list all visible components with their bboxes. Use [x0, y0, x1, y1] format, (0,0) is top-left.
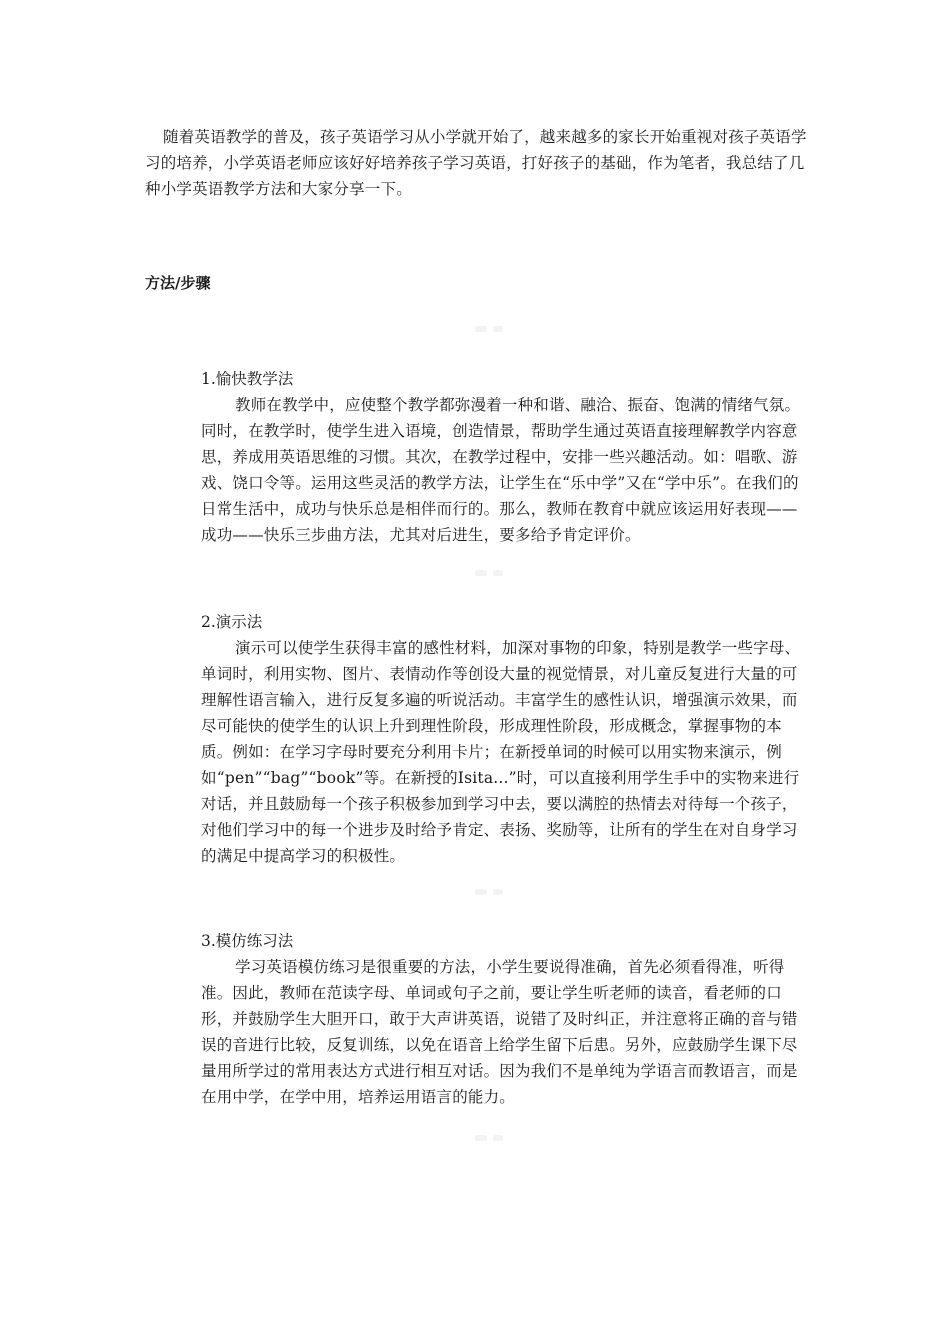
step-3-body: 学习英语模仿练习是很重要的方法，小学生要说得准确，首先必须看得准，听得准。因此，教师在范读字母、单词或句子之前，要让学生听老师的读音，看老师的口形，并鼓励学生大胆开口，敢于大声讲英语，说错了及时纠正，并注意将正确的音与错误的音进行比较，反复训练，以免在语音上给学生留下后患。另外，应鼓励学生课下尽量用所学过的常用表达方式进行相互对话。因为我们不是单纯为学语言而教语言，而是在用中学，在学中用，培养运用语言的能力。 — [201, 958, 798, 1106]
step-1-title: 1.愉快教学法 — [201, 370, 294, 388]
step-2-body: 演示可以使学生获得丰富的感性材料，加深对事物的印象，特别是教学一些字母、单词时，利用实物、图片、表情动作等创设大量的视觉情景，对儿童反复进行大量的可理解性语言输入，进行反复多遍的听说活动。丰富学生的感性认识，增强演示效果，而尽可能快的使学生的认识上升到理性阶段，形成理性阶段，形成概念，掌握事物的本质。例如：在学习字母时要充分利用卡片；在新授单词的时候可以用实物来演示，例如“pen”“bag”“book”等。在新授的Isita...”时，可以直接利用学生手中的实物来进行对话，并且鼓励每一个孩子积极参加到学习中去，要以满腔的热情去对待每一个孩子，对他们学习中的每一个进步及时给予肯定、表扬、奖励等，让所有的学生在对自身学习的满足中提高学习的积极性。 — [201, 639, 801, 865]
step-2 — [201, 609, 813, 869]
step-marker-4 — [475, 1131, 515, 1145]
step-marker-2 — [475, 566, 515, 580]
step-2-title: 2.演示法 — [201, 613, 263, 631]
step-marker-3 — [475, 885, 515, 899]
section-heading: 方法/步骤 — [145, 274, 211, 292]
step-3-title: 3.模仿练习法 — [201, 932, 294, 950]
step-1 — [201, 366, 813, 548]
step-1-body: 教师在教学中，应使整个教学都弥漫着一种和谐、融洽、振奋、饱满的情绪气氛。同时，在教学时，使学生进入语境，创造情景，帮助学生通过英语直接理解教学内容意思，养成用英语思维的习惯。其次，在教学过程中，安排一些兴趣活动。如：唱歌、游戏、饶口令等。运用这些灵活的教学方法，让学生在“乐中学”又在“学中乐”。在我们的日常生活中，成功与快乐总是相伴而行的。那么，教师在教育中就应该运用好表现——成功——快乐三步曲方法，尤其对后进生，要多给予肯定评价。 — [201, 396, 801, 544]
intro-paragraph: 随着英语教学的普及，孩子英语学习从小学就开始了，越来越多的家长开始重视对孩子英语学习的培养，小学英语老师应该好好培养孩子学习英语，打好孩子的基础，作为笔者，我总结了几种小学英语教学方法和大家分享一下。 — [145, 128, 807, 198]
step-marker-1 — [475, 322, 515, 336]
step-3 — [201, 928, 813, 1110]
